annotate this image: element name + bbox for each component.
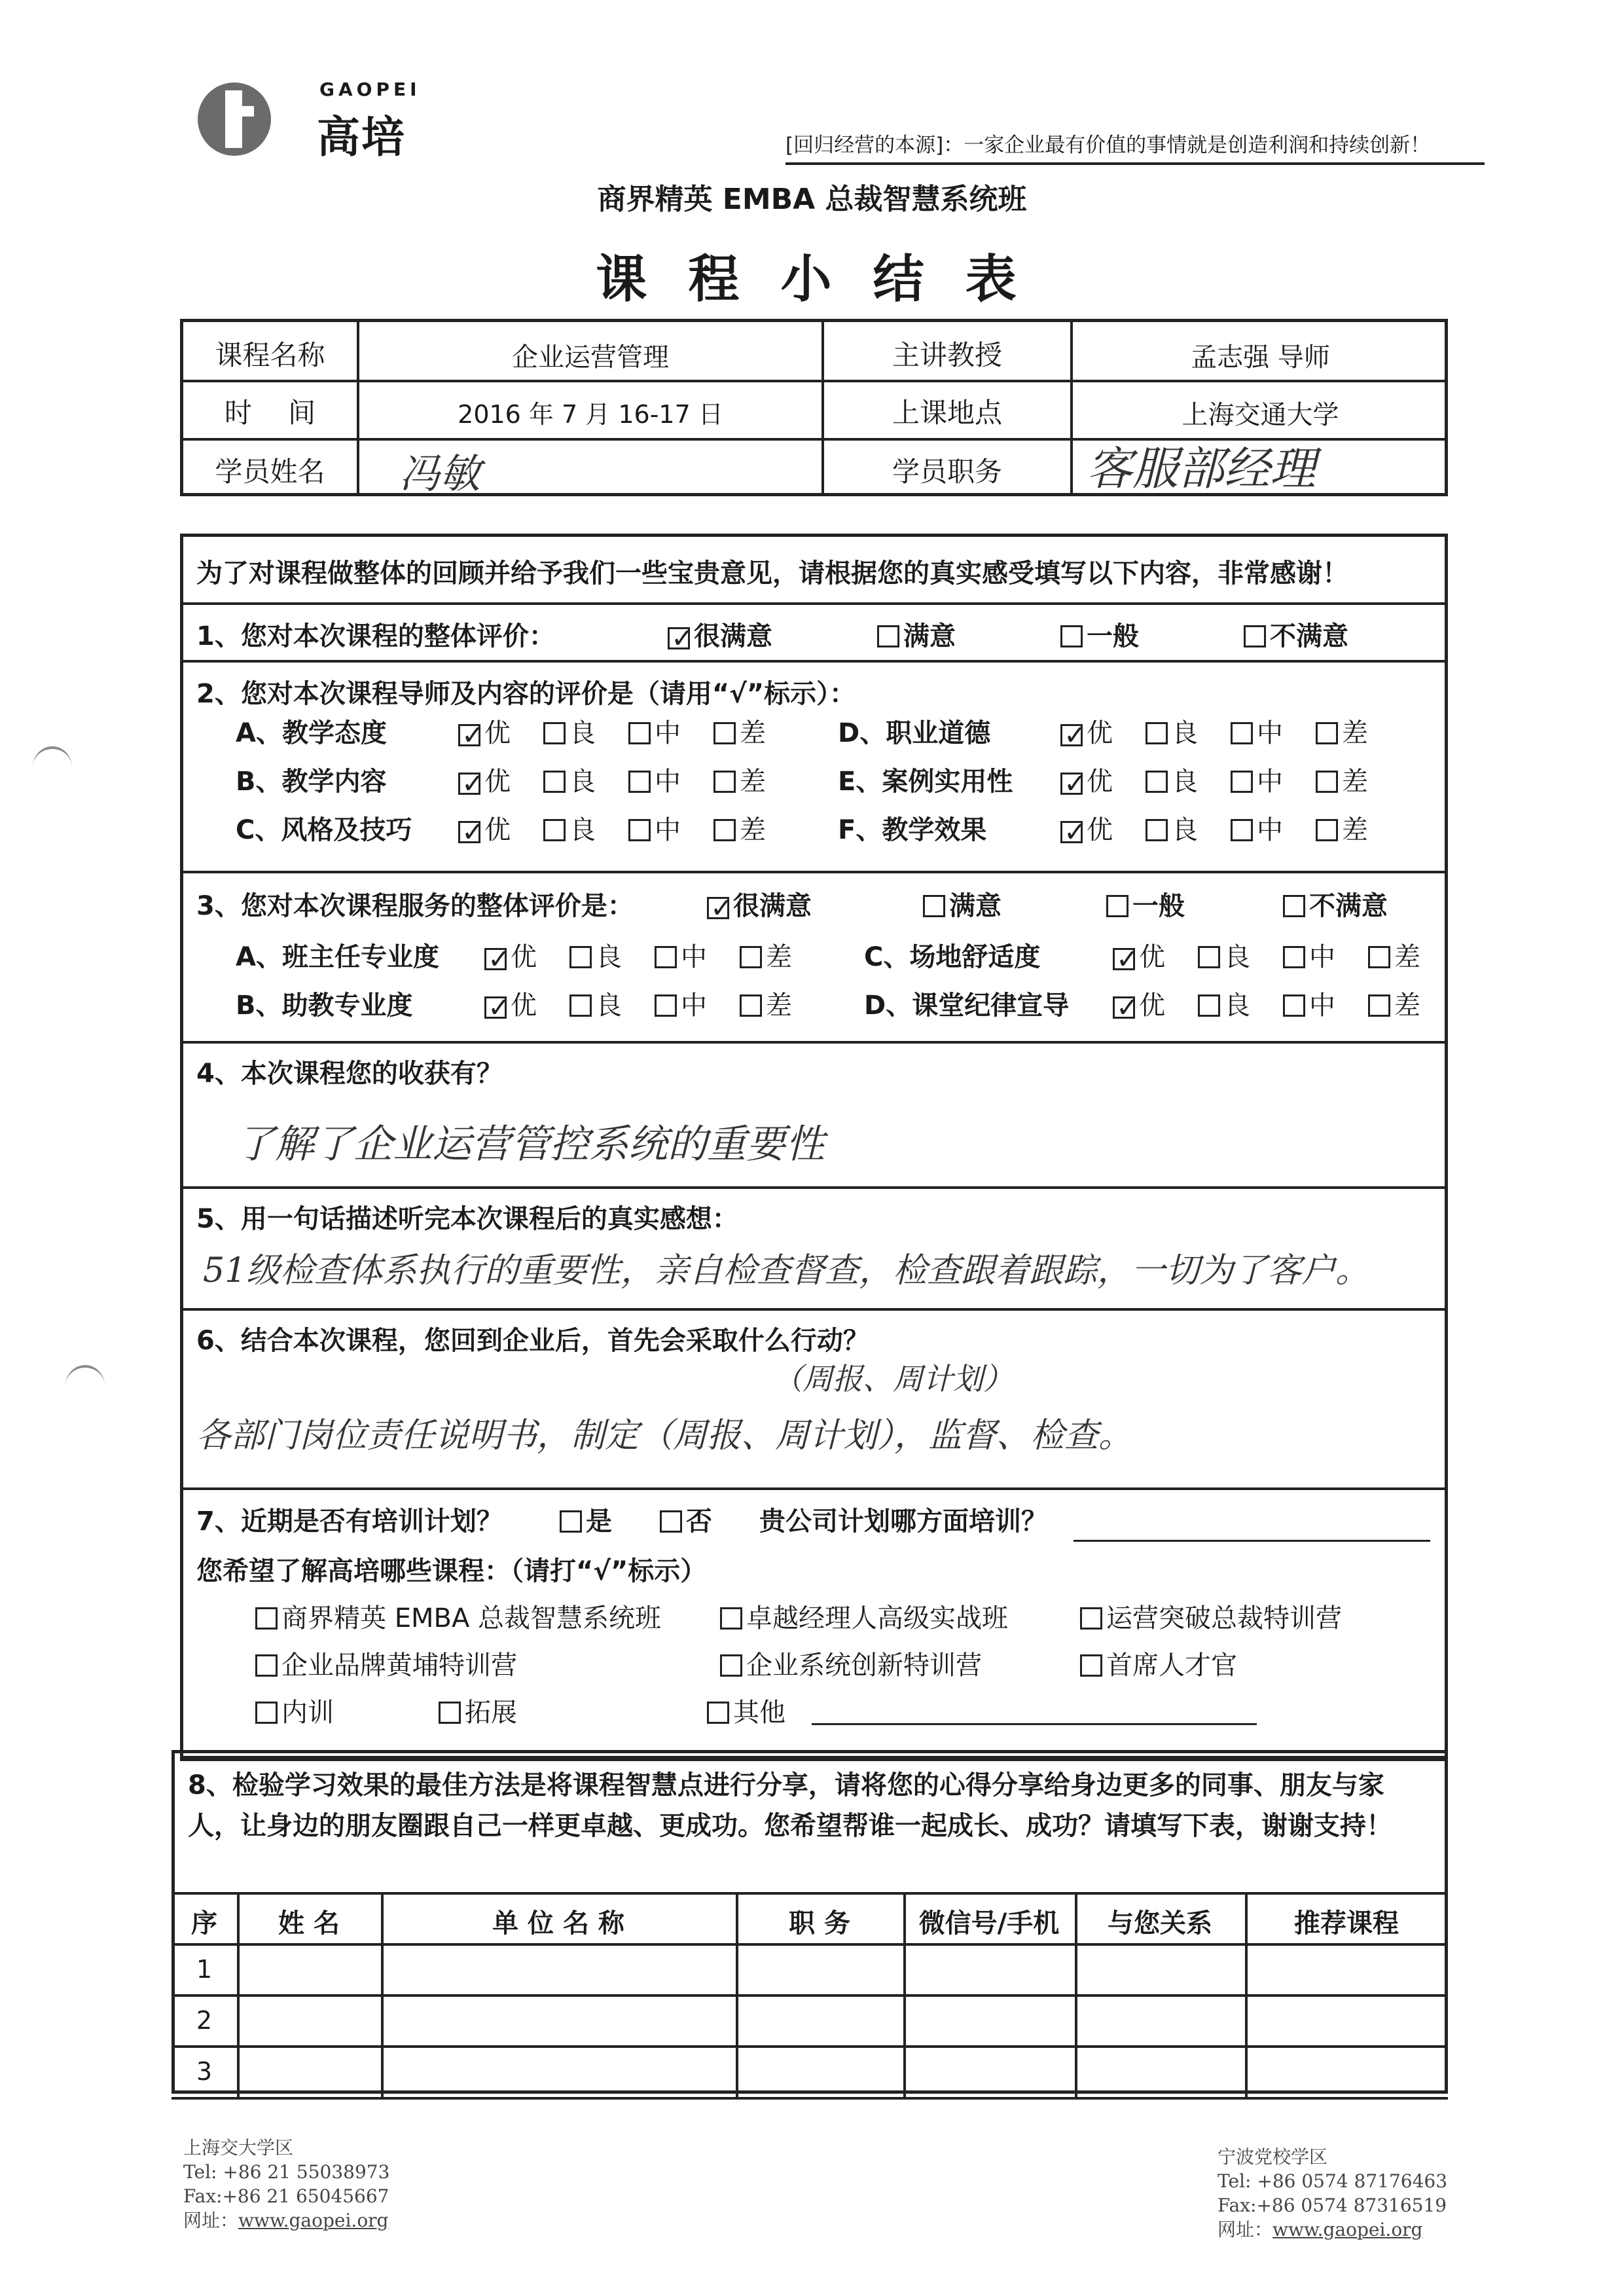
q2-grade-label: 良 (569, 767, 596, 797)
course-option[interactable] (255, 1692, 334, 1729)
q2-grade-label: 中 (655, 767, 681, 797)
q2-grade-checkbox[interactable] (1316, 819, 1338, 841)
table-input-cell[interactable] (1079, 2049, 1241, 2092)
q3-grade-label: 差 (1394, 942, 1420, 972)
q3-option-average[interactable]: 一般 (1106, 885, 1185, 922)
q3-grade-label: 差 (766, 942, 792, 972)
q2-grade-checkbox[interactable] (628, 819, 651, 841)
q2-item-label: D、职业道德 (838, 718, 991, 748)
q3-grade-checkbox[interactable] (740, 946, 762, 968)
course-label: 内训 (281, 1698, 334, 1728)
course-option[interactable] (720, 1645, 982, 1682)
q2-grade-checkbox[interactable] (1060, 821, 1083, 843)
q1-option-unsatisfied[interactable]: 不满意 (1244, 615, 1348, 653)
slogan: [回归经营的本源]：一家企业最有价值的事情就是创造利润和持续创新！ (785, 134, 1431, 157)
q2-grade-option[interactable] (1316, 809, 1368, 847)
q3-grade-label: 优 (1139, 991, 1165, 1021)
info-table (180, 319, 1448, 496)
q3-grade-label: 中 (1309, 991, 1335, 1021)
table-row-number: 2 (196, 2006, 213, 2035)
q2-item-label: C、风格及技巧 (236, 815, 412, 845)
course-checkbox[interactable] (255, 1702, 278, 1724)
q2-grade-checkbox[interactable] (628, 771, 651, 793)
table-input-cell[interactable] (907, 1947, 1071, 1990)
course-label: 商界精英 EMBA 总裁智慧系统班 (281, 1603, 662, 1633)
footer-left-tel: Tel: +86 21 55038973 (183, 2161, 390, 2183)
intro-text: 为了对课程做整体的回顾并给予我们一些宝贵意见，请根据您的真实感受填写以下内容，非常感谢！ (196, 558, 1348, 589)
q3-grade-checkbox[interactable] (1283, 994, 1305, 1017)
q3-grade-option[interactable] (1113, 936, 1165, 974)
q2-grade-checkbox[interactable] (1231, 722, 1253, 744)
q8-box (171, 1750, 1448, 2094)
q2-grade-label: 差 (1342, 815, 1368, 845)
table-rule (171, 1943, 1448, 1946)
q2-grade-label: 中 (1257, 767, 1283, 797)
q2-grade-checkbox[interactable] (1060, 724, 1083, 746)
q3-grade-checkbox[interactable] (740, 994, 762, 1017)
course-option[interactable] (439, 1692, 517, 1729)
q2-grade-label: 良 (1172, 767, 1198, 797)
lecturer-label: 主讲教授 (892, 339, 1002, 371)
q3-option-unsatisfied[interactable]: 不满意 (1283, 885, 1388, 922)
table-input-cell[interactable] (1249, 1947, 1444, 1990)
q2-item-label: E、案例实用性 (838, 767, 1013, 797)
q3-grade-option[interactable] (484, 936, 537, 974)
q3-grade-label: 优 (511, 942, 537, 972)
course-checkbox[interactable] (1080, 1607, 1102, 1630)
q5-text: 5、用一句话描述听完本次课程后的真实感想： (196, 1204, 738, 1234)
q2-grade-option[interactable] (1146, 712, 1198, 750)
q2-grade-label: 良 (1172, 815, 1198, 845)
punch-hole-bottom (65, 1365, 105, 1407)
course-option[interactable] (707, 1692, 785, 1729)
table-rule (171, 1994, 1448, 1997)
table-input-cell[interactable] (385, 1947, 732, 1990)
footer-left-web-link[interactable]: www.gaopei.org (238, 2210, 389, 2231)
table-header-cell: 与您关系 (1108, 1908, 1212, 1939)
q3-grade-label: 良 (596, 942, 622, 972)
q3-item-label: B、助教专业度 (236, 991, 413, 1021)
q3-grade-checkbox[interactable] (1113, 948, 1135, 970)
q2-item-label: A、教学态度 (236, 718, 387, 748)
table-input-cell[interactable] (1249, 2049, 1444, 2092)
q2-grade-option[interactable] (1316, 761, 1368, 798)
q2-grade-option[interactable] (458, 809, 511, 847)
q2-grade-option[interactable] (1316, 712, 1368, 750)
q2-grade-option[interactable] (1231, 761, 1283, 798)
table-rule (171, 2045, 1448, 2048)
q7-plan-question: 贵公司计划哪方面培训？ (759, 1506, 1047, 1537)
table-input-cell[interactable] (1079, 1998, 1241, 2041)
q2-grade-option[interactable] (1231, 712, 1283, 750)
punch-hole-top (33, 746, 72, 788)
q2-grade-label: 差 (1342, 767, 1368, 797)
footer-left (183, 2136, 389, 2232)
table-input-cell[interactable] (385, 2049, 732, 2092)
table-header-cell: 职 务 (789, 1908, 850, 1939)
table-input-cell[interactable] (907, 1998, 1071, 2041)
student-name-label: 学员姓名 (215, 456, 325, 488)
table-header-cell: 姓 名 (278, 1908, 340, 1939)
q2-grade-option[interactable] (713, 809, 766, 847)
logo-mark-icon (195, 80, 274, 158)
q1-checkbox-average[interactable] (1060, 625, 1083, 647)
q7-no-checkbox[interactable] (660, 1510, 682, 1533)
q2-grade-option[interactable] (458, 761, 511, 798)
q3-grade-label: 良 (596, 991, 622, 1021)
q2-grade-checkbox[interactable] (543, 819, 566, 841)
q3-grade-checkbox[interactable] (569, 994, 592, 1017)
q2-grade-checkbox[interactable] (458, 821, 480, 843)
course-label: 运营突破总裁特训营 (1106, 1603, 1342, 1633)
q2-grade-option[interactable] (628, 809, 681, 847)
lecturer-value: 孟志强 导师 (1191, 342, 1330, 373)
q3-grade-option[interactable] (1113, 985, 1165, 1022)
place-label: 上课地点 (892, 397, 1002, 429)
footer-right-campus: 宁波党校学区 (1218, 2146, 1328, 2168)
table-input-cell[interactable] (740, 1947, 899, 1990)
table-input-cell[interactable] (241, 1947, 377, 1990)
q3-grade-option[interactable] (1198, 985, 1250, 1022)
q2-grade-checkbox[interactable] (458, 724, 480, 746)
course-label: 企业品牌黄埔特训营 (281, 1650, 517, 1681)
q2-grade-checkbox[interactable] (1060, 773, 1083, 795)
q2-grade-label: 良 (569, 718, 596, 748)
q3-item-label: C、场地舒适度 (864, 942, 1041, 972)
q7-plan-field[interactable] (1074, 1540, 1430, 1542)
q2-grade-label: 优 (484, 767, 511, 797)
q2-grade-option[interactable] (543, 712, 596, 750)
q2-grade-label: 差 (740, 767, 766, 797)
place-value: 上海交通大学 (1182, 400, 1339, 430)
q2-grade-label: 良 (1172, 718, 1198, 748)
footer-right-tel: Tel: +86 0574 87176463 (1218, 2170, 1448, 2192)
q3-grade-label: 良 (1224, 942, 1250, 972)
q3-grade-option[interactable] (1368, 985, 1420, 1022)
footer-left-fax: Fax:+86 21 65045667 (183, 2185, 389, 2207)
table-header-cell: 单 位 名 称 (492, 1908, 624, 1939)
q1-option-very-satisfied[interactable]: ✓ 很满意 (668, 615, 772, 653)
q3-grade-label: 良 (1224, 991, 1250, 1021)
q2-grade-checkbox[interactable] (713, 771, 736, 793)
q2-grade-checkbox[interactable] (713, 819, 736, 841)
q3-grade-option[interactable] (1368, 936, 1420, 974)
q2-grade-checkbox[interactable] (543, 771, 566, 793)
q2-grade-label: 优 (1087, 815, 1113, 845)
q2-item-label: F、教学效果 (838, 815, 987, 845)
q2-grade-label: 良 (569, 815, 596, 845)
q2-grade-label: 差 (740, 718, 766, 748)
time-label: 时 间 (224, 397, 316, 429)
q3-grade-option[interactable] (569, 985, 622, 1022)
footer-right-web-link[interactable]: www.gaopei.org (1272, 2219, 1423, 2240)
q3-grade-label: 中 (1309, 942, 1335, 972)
table-input-cell[interactable] (241, 2049, 377, 2092)
q3-grade-checkbox[interactable] (655, 994, 677, 1017)
course-checkbox[interactable] (1080, 1654, 1102, 1677)
table-input-cell[interactable] (241, 1998, 377, 2041)
student-name-value: 冯敏 (399, 450, 481, 498)
course-label: 首席人才官 (1106, 1650, 1237, 1681)
time-value: 2016 年 7 月 16-17 日 (458, 400, 723, 429)
table-rule (171, 1892, 1448, 1895)
q2-grade-option[interactable] (458, 712, 511, 750)
q3-rating-grid (183, 936, 1445, 1041)
q2-grade-label: 中 (1257, 718, 1283, 748)
q8-text: 8、检验学习效果的最佳方法是将课程智慧点进行分享，请将您的心得分享给身边更多的同事、朋友与家人，让身边的朋友圈跟自己一样更卓越、更成功。您希望帮谁一起成长、成功？请填写下表，谢谢支持！ (188, 1770, 1392, 1841)
header-rule (785, 162, 1485, 165)
q1-checkbox-unsatisfied[interactable] (1244, 625, 1266, 647)
q3-grade-checkbox[interactable] (1198, 946, 1220, 968)
q2-text: 2、您对本次课程导师及内容的评价是（请用“√”标示）： (196, 679, 856, 709)
q2-grade-option[interactable] (1146, 809, 1198, 847)
q3-grade-label: 优 (511, 991, 537, 1021)
q2-grade-label: 中 (1257, 815, 1283, 845)
q6-text: 6、结合本次课程，您回到企业后，首先会采取什么行动？ (196, 1326, 869, 1356)
footer-right (1218, 2145, 1447, 2242)
q3-grade-option[interactable] (1283, 936, 1335, 974)
q3-grade-option[interactable] (740, 985, 792, 1022)
course-label: 拓展 (465, 1698, 517, 1728)
q2-grade-checkbox[interactable] (713, 722, 736, 744)
form-title: 课 程 小 结 表 (596, 250, 1028, 309)
q3-checkbox-average[interactable] (1106, 895, 1128, 917)
course-name-label: 课程名称 (215, 339, 325, 371)
q2-grade-option[interactable] (1146, 761, 1198, 798)
table-header-cell: 微信号/手机 (918, 1908, 1060, 1939)
q3-grade-checkbox[interactable] (484, 996, 507, 1019)
q2-grade-option[interactable] (713, 761, 766, 798)
q3-grade-label: 优 (1139, 942, 1165, 972)
footer-right-fax: Fax:+86 0574 87316519 (1218, 2195, 1447, 2216)
q3-option-very-satisfied[interactable]: ✓ 很满意 (707, 885, 812, 922)
q2-grade-label: 优 (1087, 718, 1113, 748)
footer-left-web-label: 网址： (183, 2210, 239, 2231)
q3-grade-checkbox[interactable] (1198, 994, 1220, 1017)
q1-text: 1、您对本次课程的整体评价： (196, 621, 555, 651)
course-option[interactable] (255, 1597, 661, 1635)
table-row-number: 1 (196, 1955, 213, 1984)
q2-grade-label: 差 (740, 815, 766, 845)
course-option[interactable] (720, 1597, 1008, 1635)
q7-text: 7、近期是否有培训计划？ (196, 1506, 503, 1537)
course-checkbox[interactable] (720, 1654, 742, 1677)
q3-grade-label: 中 (681, 942, 707, 972)
q3-grade-option[interactable] (484, 985, 537, 1022)
q3-checkbox-very-satisfied[interactable] (707, 897, 729, 919)
table-rule (171, 2097, 1448, 2100)
q3-grade-checkbox[interactable] (1283, 946, 1305, 968)
q3-grade-option[interactable] (740, 936, 792, 974)
q3-text: 3、您对本次课程服务的整体评价是： (196, 891, 634, 921)
q2-grade-option[interactable] (1231, 809, 1283, 847)
q2-grade-option[interactable] (1060, 809, 1113, 847)
q4-answer[interactable]: 了解了企业运营管控系统的重要性 (236, 1121, 825, 1167)
student-position-value: 客服部经理 (1087, 442, 1316, 496)
logo (195, 79, 421, 162)
course-option[interactable] (1080, 1597, 1342, 1635)
q2-grade-label: 优 (484, 718, 511, 748)
q2-grade-option[interactable] (1060, 761, 1113, 798)
q3-grade-checkbox[interactable] (484, 948, 507, 970)
q2-grade-option[interactable] (628, 761, 681, 798)
course-name-value: 企业运营管理 (512, 342, 669, 373)
table-header-cell: 推荐课程 (1294, 1908, 1399, 1939)
q3-grade-label: 差 (1394, 991, 1420, 1021)
footer-left-campus: 上海交大学区 (183, 2137, 294, 2159)
course-checkbox[interactable] (255, 1607, 278, 1630)
q3-grade-label: 中 (681, 991, 707, 1021)
q4-text: 4、本次课程您的收获有？ (196, 1059, 503, 1089)
table-input-cell[interactable] (740, 2049, 899, 2092)
survey-box (180, 534, 1448, 1761)
q2-grade-checkbox[interactable] (1316, 722, 1338, 744)
table-input-cell[interactable] (385, 1998, 732, 2041)
q2-rating-grid (183, 712, 1445, 863)
table-input-cell[interactable] (1079, 1947, 1241, 1990)
q3-grade-label: 差 (766, 991, 792, 1021)
q2-grade-label: 差 (1342, 718, 1368, 748)
q3-grade-option[interactable] (1198, 936, 1250, 974)
course-option[interactable] (1080, 1645, 1237, 1682)
q3-grade-option[interactable] (655, 985, 707, 1022)
course-label: 其他 (733, 1698, 785, 1728)
q5-answer[interactable]: 51级检查体系执行的重要性，亲自检查督查，检查跟着跟踪，一切为了客户。 (203, 1251, 1370, 1290)
q3-grade-checkbox[interactable] (655, 946, 677, 968)
course-checkbox[interactable] (707, 1702, 729, 1724)
q2-grade-checkbox[interactable] (543, 722, 566, 744)
course-label: 企业系统创新特训营 (746, 1650, 982, 1681)
q2-grade-checkbox[interactable] (458, 773, 480, 795)
course-checkbox[interactable] (439, 1702, 461, 1724)
referral-table (171, 1892, 1448, 2097)
q7-yes-checkbox[interactable] (560, 1510, 582, 1533)
q3-grade-option[interactable] (1283, 985, 1335, 1022)
other-course-field[interactable] (812, 1723, 1257, 1725)
q3-grade-checkbox[interactable] (1368, 946, 1390, 968)
table-header-cell: 序 (191, 1908, 217, 1939)
course-label: 卓越经理人高级实战班 (746, 1603, 1008, 1633)
q2-grade-option[interactable] (543, 809, 596, 847)
q6-answer[interactable]: 各部门岗位责任说明书，制定（周报、周计划），监督、检查。 (196, 1416, 1133, 1455)
q7-course-options (183, 1597, 1445, 1748)
q2-grade-label: 中 (655, 718, 681, 748)
logo-cn: 高培 (317, 112, 406, 162)
q3-checkbox-satisfied[interactable] (923, 895, 945, 917)
q3-item-label: A、班主任专业度 (236, 942, 439, 972)
q7-no-option[interactable]: 否 (660, 1501, 712, 1538)
q2-grade-option[interactable] (1060, 712, 1113, 750)
q3-checkbox-unsatisfied[interactable] (1283, 895, 1305, 917)
q2-grade-option[interactable] (543, 761, 596, 798)
footer-right-web-label: 网址： (1218, 2219, 1273, 2240)
q1-checkbox-satisfied[interactable] (877, 625, 899, 647)
table-input-cell[interactable] (1249, 1998, 1444, 2041)
q3-grade-checkbox[interactable] (1113, 996, 1135, 1019)
student-position-label: 学员职务 (892, 456, 1002, 488)
q7-yes-option[interactable]: 是 (560, 1501, 612, 1538)
course-checkbox[interactable] (255, 1654, 278, 1677)
q3-grade-checkbox[interactable] (569, 946, 592, 968)
q1-option-average[interactable]: 一般 (1060, 615, 1139, 653)
q2-grade-checkbox[interactable] (1146, 771, 1168, 793)
course-checkbox[interactable] (720, 1607, 742, 1630)
q3-item-label: D、课堂纪律宣导 (864, 991, 1070, 1021)
q2-grade-label: 优 (484, 815, 511, 845)
q2-item-label: B、教学内容 (236, 767, 387, 797)
table-input-cell[interactable] (907, 2049, 1071, 2092)
q2-grade-checkbox[interactable] (1146, 819, 1168, 841)
q3-grade-option[interactable] (655, 936, 707, 974)
q2-grade-checkbox[interactable] (1231, 771, 1253, 793)
logo-latin: GAOPEI (319, 79, 421, 100)
q3-grade-option[interactable] (569, 936, 622, 974)
q1-option-satisfied[interactable]: 满意 (877, 615, 956, 653)
q7-wish-text: 您希望了解高培哪些课程：（请打“√”标示） (196, 1556, 707, 1586)
q3-option-satisfied[interactable]: 满意 (923, 885, 1001, 922)
program-title: 商界精英 EMBA 总裁智慧系统班 (597, 183, 1027, 216)
table-input-cell[interactable] (740, 1998, 899, 2041)
q6-answer-insert: （周报、周计划） (772, 1361, 1013, 1396)
q2-grade-checkbox[interactable] (1146, 722, 1168, 744)
q2-grade-label: 中 (655, 815, 681, 845)
q2-grade-option[interactable] (628, 712, 681, 750)
q2-grade-option[interactable] (713, 712, 766, 750)
q2-grade-checkbox[interactable] (1231, 819, 1253, 841)
q1-checkbox-very-satisfied[interactable] (668, 627, 690, 649)
course-option[interactable] (255, 1645, 517, 1682)
q2-grade-checkbox[interactable] (628, 722, 651, 744)
q2-grade-label: 优 (1087, 767, 1113, 797)
q2-grade-checkbox[interactable] (1316, 771, 1338, 793)
q3-grade-checkbox[interactable] (1368, 994, 1390, 1017)
table-row-number: 3 (196, 2057, 213, 2086)
